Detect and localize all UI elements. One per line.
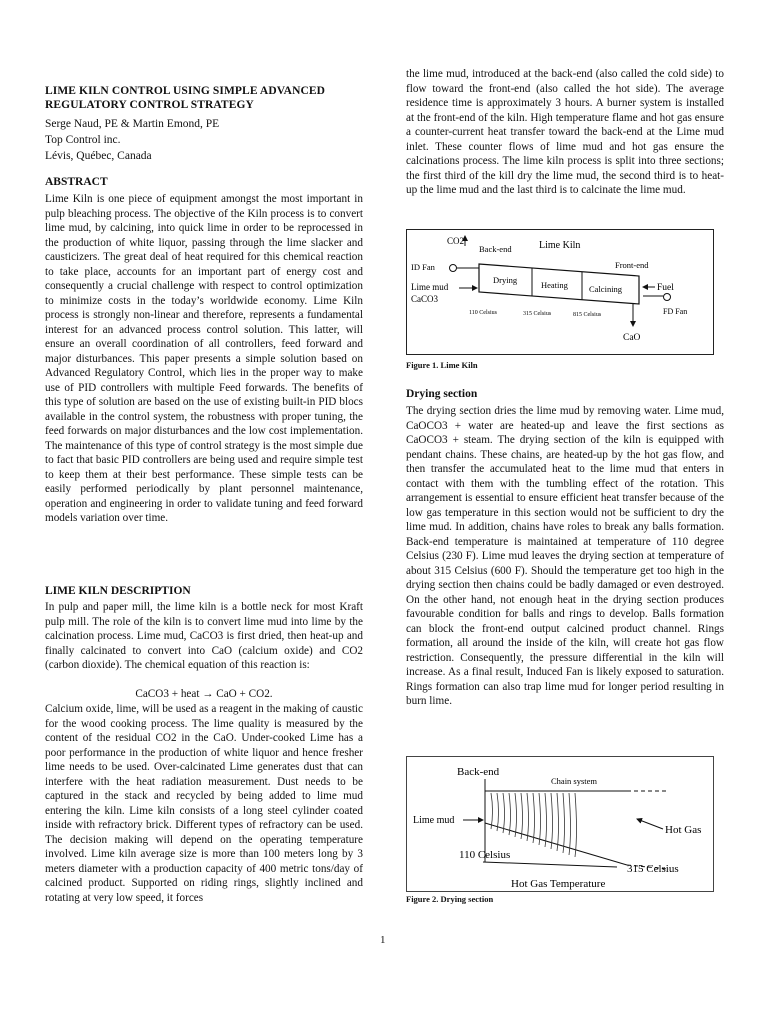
fd-fan-label: FD Fan xyxy=(663,307,688,316)
drying-heading: Drying section xyxy=(406,388,478,400)
fd-fan-icon xyxy=(664,294,671,301)
drying-text: The drying section dries the lime mud by removing water. Lime mud, CaOCO3 + water are heated-up and leave the first sections as CaOCO3 + steam. The drying section of the kiln is equipped with pendant chains. These chains, are heated-up by the hot gas flow, and then transfer the accumulated heat to the lime mud that enters in contact with them with the tumbling effect of the rotation. This arrangement is essential to ensure efficient heat transfer because of the low gas temperature in this section would not be sufficient to dry the lime mud. In addition, chains have roles to break any balls formation. Back-end temperature is maintained at temperature of 110 degree Celsius (230 F). Lime mud leaves the drying section at temperature of about 315 Celsius (600 F). Should the temperature get too high in the drying section then chains could be badly damaged or even destroyed. On the other hand, not enough heat in the drying section produces favourable condition for balls and rings to develop. Balls formation can block the front-end output calcined product channel. Rings formation, all around the inside of the kiln, will create hot gas flow restriction. Consequently, the pressure differential in the kiln will increase. As a final result, Induced Fan is likely exposed to saturation. Rings formation can also trap lime mud for longer period resulting in burn lime. xyxy=(406,405,724,707)
figure-2-drying-section xyxy=(406,756,714,892)
fig2-temp-315-label: 315 Celsius xyxy=(627,863,679,875)
lime-mud-label: Lime mud xyxy=(411,282,449,292)
cao-label: CaO xyxy=(623,333,641,343)
figure-1-caption: Figure 1. Lime Kiln xyxy=(406,360,478,370)
description-para-3: the lime mud, introduced at the back-end (also called the cold side) to flow toward the front-end (also called the hot side). The average residence time is approximately 3 hours. A burner system is installed at the front-end of the kiln. High temperature flame and hot gas ensure a counter-current heat transfer toward the back-end at the Lime mud inlet. These counter flows of lime mud and hot gas ensure the calcinations process. The lime kiln process is split into three sections; the first third of the kill dry the lime mud, the second third is to heat-up the lime mud and the last third is to calcinate the lime mud. xyxy=(406,68,724,196)
hot-gas-arrow xyxy=(637,819,663,829)
fig2-lime-mud-label: Lime mud xyxy=(413,815,455,826)
drying-zone-label: Drying xyxy=(493,275,518,285)
fig2-back-end-label: Back-end xyxy=(457,766,500,778)
author-block xyxy=(45,116,363,164)
front-end-label: Front-end xyxy=(615,260,649,270)
id-fan-label: ID Fan xyxy=(411,262,435,272)
abstract-heading: ABSTRACT xyxy=(45,176,108,188)
back-end-label: Back-end xyxy=(479,244,512,254)
calcining-zone-label: Calcining xyxy=(589,284,623,294)
temp-315-label: 315 Celsius xyxy=(523,311,552,317)
author-location: Lévis, Québec, Canada xyxy=(45,150,152,162)
hot-gas-temperature-label: Hot Gas Temperature xyxy=(511,878,606,890)
caco3-label: CaCO3 xyxy=(411,294,438,304)
fig2-hot-gas-label: Hot Gas xyxy=(665,824,702,836)
paper-title: LIME KILN CONTROL USING SIMPLE ADVANCED REGULATORY CONTROL STRATEGY xyxy=(45,85,326,111)
drying-section-diagram xyxy=(407,757,713,891)
figure-2-caption: Figure 2. Drying section xyxy=(406,894,494,904)
heating-zone-label: Heating xyxy=(541,280,568,290)
co2-label: CO2 xyxy=(447,236,465,246)
id-fan-icon xyxy=(450,265,457,272)
chain-icons xyxy=(491,793,577,857)
author-names: Serge Naud, PE & Martin Emond, PE xyxy=(45,118,220,130)
author-company: Top Control inc. xyxy=(45,134,121,146)
figure-1-lime-kiln xyxy=(406,229,714,355)
abstract-text: Lime Kiln is one piece of equipment amongst the most important in pulp bleaching process. The objective of the Kiln process is to convert lime mud, by calcining, into quick lime in order to be reprocessed in the production of white liquor, passing through the lime slacker and causticizers. The great deal of heat required for this chemical reaction to take place, accounts for an important part of energy cost and consequently a crucial challenge with respect to control optimization to minimize costs in the today’s worldwide economy. Lime Kiln process is strongly non-linear and therefore, represents a fundamental interest for an advanced process control solution. This latter, will ensure an overall coordination of all controllers, feed forward and major disturbances. This paper presents a simple solution based on Advanced Regulatory Control, which lies in the proper way to make use of PID controllers with multiple Feed forwards. The benefits of this type of solution are based on the use of existing built-in PID blocs available in the control system, the robustness with proper tuning, the feed forwards on major disturbances and the low cost implementation. The maintenance of this type of control strategy is the most simple due to fact that basic PID controllers are being used and require simple test to keep them at their best performance. These simple tests can be easily performed periodically by plant personnel maintenance, operation and engineering in order to validate tuning and feed forward models variation over time. xyxy=(45,193,363,524)
description-heading: LIME KILN DESCRIPTION xyxy=(45,585,191,597)
page-number: 1 xyxy=(380,934,386,946)
kiln-title-label: Lime Kiln xyxy=(539,240,581,251)
description-para-2: Calcium oxide, lime, will be used as a reagent in the making of caustic for the wood cooking process. The lime quality is measured by the content of the residual CO2 in the CaO. Under-cooked Lime has a poor performance in the production of white liquor and hence fresher lime needs to be used. Over-calcinated Lime generates dust that can interfere with the heat radiation measurement. Dust needs to be captured in the stack and recycled by being added to lime mud entering the kiln. Lime kiln consists of a long steel cylinder coated inside with refractory brick. Different types of refractory can be used. The decision making will depend on the operating temperature involved. Lime kiln average size is more than 100 meters long by 3 meters diameter with a production capacity of 400 metric tons/day of calcined product. Supported on riding rings, slightly inclined and rotating at very low speed, it forces xyxy=(45,703,363,904)
description-para-1: In pulp and paper mill, the lime kiln is a bottle neck for most Kraft pulp mill. The role of the kiln is to convert lime mud into lime by the calcination process. Lime mud, CaCO3 is first dried, then heat-up and finally calcinated to convert into CaO (calcium oxide) and CO2 (carbon dioxide). The chemical equation of this reaction is: xyxy=(45,601,363,671)
temperature-line xyxy=(483,862,617,867)
chain-system-label: Chain system xyxy=(551,776,598,786)
fig2-temp-110-label: 110 Celsius xyxy=(459,849,511,861)
chemical-equation: CaCO3 + heat → CaO + CO2. xyxy=(135,688,273,700)
temp-815-label: 815 Celsius xyxy=(573,312,602,318)
lime-kiln-diagram xyxy=(407,230,713,354)
fuel-label: Fuel xyxy=(657,283,674,293)
temp-110-label: 110 Celsius xyxy=(469,310,497,316)
